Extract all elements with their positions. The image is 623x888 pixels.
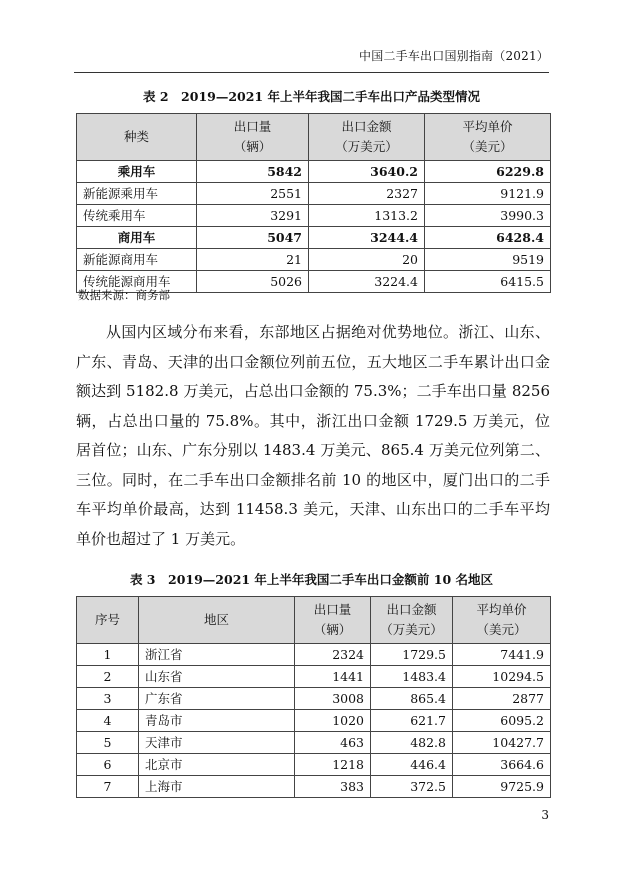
table-cell-region: 广东省 (139, 688, 295, 710)
table-cell-unit-price: 6095.2 (453, 710, 551, 732)
table2-source: 数据来源：商务部 (78, 288, 170, 302)
table-cell-amount: 621.7 (371, 710, 453, 732)
table-cell-region: 浙江省 (139, 644, 295, 666)
table-cell-amount: 1313.2 (309, 205, 425, 227)
table-row (77, 644, 551, 666)
table-cell-volume: 1020 (295, 710, 371, 732)
table-cell-volume: 3008 (295, 688, 371, 710)
table-cell-rank: 4 (77, 710, 139, 732)
table3 (76, 596, 551, 798)
table-cell-volume: 2324 (295, 644, 371, 666)
table3-caption: 表 3 2019—2021 年上半年我国二手车出口金额前 10 名地区 (129, 572, 494, 587)
table-cell-volume: 1441 (295, 666, 371, 688)
table-cell-volume: 5842 (197, 161, 309, 183)
table-row (77, 688, 551, 710)
table-cell-unit-price: 9519 (425, 249, 551, 271)
table-cell-amount: 1483.4 (371, 666, 453, 688)
table-cell-volume: 383 (295, 776, 371, 798)
table-cell-category: 乘用车 (77, 161, 197, 183)
table3-header-row (77, 597, 551, 644)
table-row (77, 161, 551, 183)
table-cell-amount: 865.4 (371, 688, 453, 710)
table-row (77, 183, 551, 205)
table-cell-region: 北京市 (139, 754, 295, 776)
table-cell-region: 上海市 (139, 776, 295, 798)
table-cell-amount: 482.8 (371, 732, 453, 754)
table2-caption: 表 2 2019—2021 年上半年我国二手车出口产品类型情况 (143, 89, 480, 104)
table-cell-amount: 3244.4 (309, 227, 425, 249)
table-cell-unit-price: 6415.5 (425, 271, 551, 293)
table-cell-volume: 3291 (197, 205, 309, 227)
table-cell-rank: 3 (77, 688, 139, 710)
table2-header-row (77, 114, 551, 161)
table-cell-unit-price: 9725.9 (453, 776, 551, 798)
table-cell-amount: 3224.4 (309, 271, 425, 293)
table-row (77, 710, 551, 732)
table-cell-amount: 372.5 (371, 776, 453, 798)
table3-header-rank: 序号 (77, 597, 139, 644)
running-header: 中国二手车出口国别指南（2021） (359, 49, 549, 63)
table-cell-volume: 463 (295, 732, 371, 754)
table-row (77, 205, 551, 227)
table3-header-amount: 出口金额 （万美元） (371, 597, 453, 644)
table2-header-amount: 出口金额 （万美元） (309, 114, 425, 161)
table-cell-region: 山东省 (139, 666, 295, 688)
table-row (77, 227, 551, 249)
table-cell-volume: 5026 (197, 271, 309, 293)
table-cell-volume: 5047 (197, 227, 309, 249)
table-cell-volume: 1218 (295, 754, 371, 776)
table-cell-unit-price: 2877 (453, 688, 551, 710)
header-rule (74, 72, 549, 73)
table-cell-rank: 6 (77, 754, 139, 776)
table-cell-unit-price: 9121.9 (425, 183, 551, 205)
table-cell-category: 新能源乘用车 (77, 183, 197, 205)
table-cell-unit-price: 3990.3 (425, 205, 551, 227)
table-cell-rank: 7 (77, 776, 139, 798)
table-row (77, 249, 551, 271)
table2-header-volume: 出口量 （辆） (197, 114, 309, 161)
table3-header-region: 地区 (139, 597, 295, 644)
table3-header-unit-price: 平均单价 （美元） (453, 597, 551, 644)
page-number: 3 (541, 808, 549, 822)
table-cell-rank: 1 (77, 644, 139, 666)
table-cell-amount: 3640.2 (309, 161, 425, 183)
table-cell-category: 传统乘用车 (77, 205, 197, 227)
table-cell-unit-price: 10427.7 (453, 732, 551, 754)
table-cell-unit-price: 7441.9 (453, 644, 551, 666)
table-cell-amount: 2327 (309, 183, 425, 205)
table-cell-amount: 20 (309, 249, 425, 271)
table-cell-volume: 2551 (197, 183, 309, 205)
table-row (77, 776, 551, 798)
table-cell-category: 传统能源商用车 (77, 271, 197, 293)
table-cell-amount: 1729.5 (371, 644, 453, 666)
table3-header-volume: 出口量 （辆） (295, 597, 371, 644)
table-row (77, 754, 551, 776)
table-cell-unit-price: 3664.6 (453, 754, 551, 776)
table-cell-unit-price: 6428.4 (425, 227, 551, 249)
table-row (77, 732, 551, 754)
table-cell-unit-price: 6229.8 (425, 161, 551, 183)
table2 (76, 113, 551, 293)
table2-header-unit-price: 平均单价 （美元） (425, 114, 551, 161)
table-cell-unit-price: 10294.5 (453, 666, 551, 688)
table-cell-rank: 5 (77, 732, 139, 754)
table-cell-category: 新能源商用车 (77, 249, 197, 271)
table-cell-region: 天津市 (139, 732, 295, 754)
table-row (77, 666, 551, 688)
body-paragraph: 从国内区域分布来看，东部地区占据绝对优势地位。浙江、山东、广东、青岛、天津的出口金额位列前五位，五大地区二手车累计出口金额达到 5182.8 万美元，占总出口金额的 75.3%；二手车出口量 8256 辆，占总出口量的 75.8%。其中，浙江出口金额 1729.5 万美元，位居首位；山东、广东分别以 1483.4 万美元、865.4 万美元位列第二、三位。同时，在二手车出口金额排名前 10 的地区中，厦门出口的二手车平均单价最高，达到 11458.3 美元，天津、山东出口的二手车平均单价也超过了 1 万美元。 (76, 323, 550, 548)
table-cell-category: 商用车 (77, 227, 197, 249)
table2-header-category: 种类 (77, 114, 197, 161)
table-cell-rank: 2 (77, 666, 139, 688)
table-cell-region: 青岛市 (139, 710, 295, 732)
table-cell-volume: 21 (197, 249, 309, 271)
table-cell-amount: 446.4 (371, 754, 453, 776)
